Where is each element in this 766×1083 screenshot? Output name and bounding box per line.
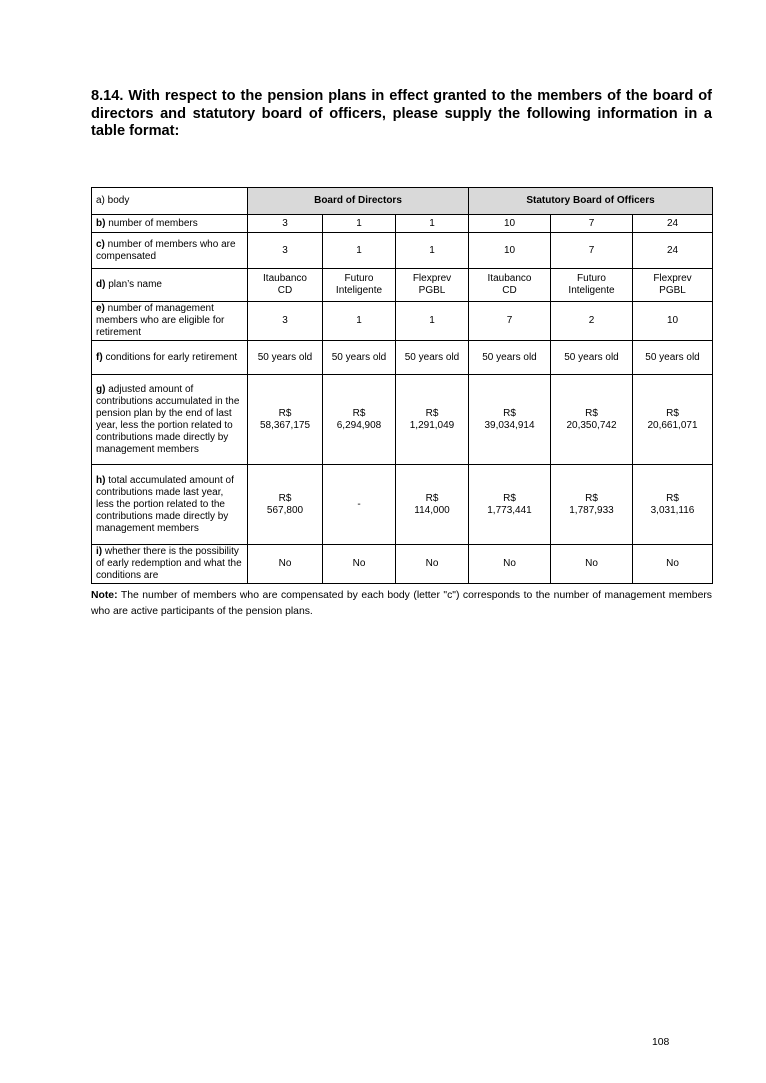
value-cell: 3 bbox=[248, 302, 323, 341]
value-cell bbox=[323, 375, 396, 465]
table-row bbox=[92, 465, 713, 545]
row-letter: f) bbox=[96, 351, 103, 363]
value-cell bbox=[551, 269, 633, 302]
value-cell bbox=[469, 269, 551, 302]
value-line: Inteligente bbox=[335, 285, 383, 296]
row-label bbox=[92, 269, 248, 302]
note-text: The number of members who are compensated by each body (letter "c") corresponds to the number of management members who are active participants of the pension plans. bbox=[91, 590, 712, 617]
value-cell: 10 bbox=[633, 302, 713, 341]
value-cell: 24 bbox=[633, 215, 713, 233]
row-label bbox=[92, 302, 248, 341]
value-line: 114,000 bbox=[414, 504, 450, 516]
value-cell bbox=[633, 465, 713, 545]
pension-plans-table bbox=[91, 187, 713, 584]
value-cell: 1 bbox=[323, 215, 396, 233]
value-line: 20,350,742 bbox=[566, 419, 617, 431]
row-letter: e) bbox=[96, 303, 105, 314]
row-label-text: number of members who are compensated bbox=[96, 238, 236, 262]
value-cell bbox=[551, 465, 633, 545]
page-number: 108 bbox=[652, 1037, 670, 1048]
value-line: 39,034,914 bbox=[484, 419, 535, 431]
value-line: R$ bbox=[278, 407, 292, 419]
table-row bbox=[92, 302, 713, 341]
value-cell: 1 bbox=[396, 302, 469, 341]
value-cell: 24 bbox=[633, 233, 713, 269]
value-line: 1,291,049 bbox=[409, 419, 455, 431]
value-cell: 3 bbox=[248, 233, 323, 269]
value-cell: 50 years old bbox=[396, 341, 469, 375]
value-cell: No bbox=[633, 545, 713, 584]
row-label-text: number of management members who are eligible for retirement bbox=[96, 303, 225, 338]
value-line: Itaubanco bbox=[487, 273, 532, 284]
value-cell: 3 bbox=[248, 215, 323, 233]
row-letter: c) bbox=[96, 238, 105, 250]
value-line: Futuro bbox=[344, 273, 374, 284]
value-line: Flexprev bbox=[412, 273, 452, 284]
row-letter: d) bbox=[96, 279, 106, 290]
row-letter: g) bbox=[96, 383, 106, 395]
value-line: R$ bbox=[585, 492, 598, 504]
value-line: Flexprev bbox=[653, 273, 692, 284]
value-cell bbox=[551, 375, 633, 465]
value-cell bbox=[469, 375, 551, 465]
table-row bbox=[92, 215, 713, 233]
value-cell: 7 bbox=[469, 302, 551, 341]
value-line: Inteligente bbox=[568, 285, 615, 296]
value-line: R$ bbox=[425, 407, 439, 419]
value-cell: 1 bbox=[396, 233, 469, 269]
value-line: R$ bbox=[666, 407, 679, 419]
value-line: PGBL bbox=[418, 285, 446, 296]
value-cell bbox=[323, 269, 396, 302]
value-cell: 50 years old bbox=[323, 341, 396, 375]
value-cell bbox=[396, 375, 469, 465]
value-line: R$ bbox=[278, 492, 292, 504]
row-label-text: plan’s name bbox=[105, 279, 162, 290]
value-line: 1,773,441 bbox=[487, 504, 532, 516]
table-row bbox=[92, 341, 713, 375]
value-line: CD bbox=[502, 285, 517, 296]
row-label-text: total accumulated amount of contributions made last year, less the portion related to the contributions made directly by management members bbox=[96, 474, 234, 534]
value-cell bbox=[396, 269, 469, 302]
value-line: 6,294,908 bbox=[336, 419, 382, 431]
value-cell: No bbox=[323, 545, 396, 584]
section-heading: 8.14. With respect to the pension plans in effect granted to the members of the board of directors and statutory board of officers, please supply the following information in a table format: bbox=[91, 88, 712, 139]
table-row bbox=[92, 375, 713, 465]
value-cell: 10 bbox=[469, 233, 551, 269]
value-cell: 1 bbox=[323, 302, 396, 341]
value-cell: No bbox=[551, 545, 633, 584]
value-cell: 7 bbox=[551, 233, 633, 269]
row-label-text: conditions for early retirement bbox=[102, 351, 238, 363]
value-line: R$ bbox=[425, 492, 439, 504]
value-line: 58,367,175 bbox=[259, 419, 311, 431]
value-line: R$ bbox=[503, 492, 516, 504]
value-cell bbox=[248, 375, 323, 465]
note-label: Note: bbox=[91, 590, 118, 601]
row-letter: b) bbox=[96, 217, 106, 229]
row-letter: i) bbox=[96, 546, 103, 557]
value-cell: No bbox=[248, 545, 323, 584]
value-cell bbox=[633, 375, 713, 465]
value-line: - bbox=[357, 498, 361, 510]
value-line: CD bbox=[277, 285, 293, 296]
value-cell: No bbox=[396, 545, 469, 584]
value-line: Itaubanco bbox=[263, 273, 307, 284]
value-line: R$ bbox=[503, 407, 516, 419]
table-row bbox=[92, 545, 713, 584]
row-label-text: number of members bbox=[105, 217, 198, 229]
value-line: 1,787,933 bbox=[569, 504, 614, 516]
value-cell: 50 years old bbox=[633, 341, 713, 375]
row-label bbox=[92, 375, 248, 465]
value-line: R$ bbox=[666, 492, 679, 504]
value-line: R$ bbox=[352, 407, 366, 419]
body-label-cell: a) body bbox=[92, 188, 248, 215]
table-header-row bbox=[92, 188, 713, 215]
value-line: PGBL bbox=[659, 285, 686, 296]
row-label bbox=[92, 215, 248, 233]
value-line: 567,800 bbox=[266, 504, 304, 516]
value-cell: 1 bbox=[396, 215, 469, 233]
table-row bbox=[92, 233, 713, 269]
value-cell: 10 bbox=[469, 215, 551, 233]
table-row bbox=[92, 269, 713, 302]
row-label bbox=[92, 341, 248, 375]
value-cell bbox=[396, 465, 469, 545]
table-note bbox=[91, 588, 712, 620]
row-label-text: whether there is the possibility of early redemption and what the conditions are bbox=[96, 546, 242, 581]
row-label bbox=[92, 233, 248, 269]
value-line: 3,031,116 bbox=[650, 504, 695, 516]
group-statutory-board-of-officers: Statutory Board of Officers bbox=[469, 188, 713, 215]
value-cell: 7 bbox=[551, 215, 633, 233]
value-line: R$ bbox=[585, 407, 598, 419]
row-label bbox=[92, 465, 248, 545]
value-cell: 50 years old bbox=[469, 341, 551, 375]
group-board-of-directors: Board of Directors bbox=[248, 188, 469, 215]
value-cell bbox=[469, 465, 551, 545]
value-line: 20,661,071 bbox=[647, 419, 698, 431]
value-cell bbox=[323, 465, 396, 545]
value-cell: 1 bbox=[323, 233, 396, 269]
value-cell bbox=[633, 269, 713, 302]
value-cell: 2 bbox=[551, 302, 633, 341]
value-cell bbox=[248, 269, 323, 302]
value-cell bbox=[248, 465, 323, 545]
row-letter: h) bbox=[96, 474, 106, 486]
value-line: Futuro bbox=[577, 273, 606, 284]
value-cell: No bbox=[469, 545, 551, 584]
value-cell: 50 years old bbox=[551, 341, 633, 375]
row-label-text: adjusted amount of contributions accumulated in the pension plan by the end of last year, less the portion related to contributions made directly by management members bbox=[96, 383, 240, 455]
row-label bbox=[92, 545, 248, 584]
value-cell: 50 years old bbox=[248, 341, 323, 375]
